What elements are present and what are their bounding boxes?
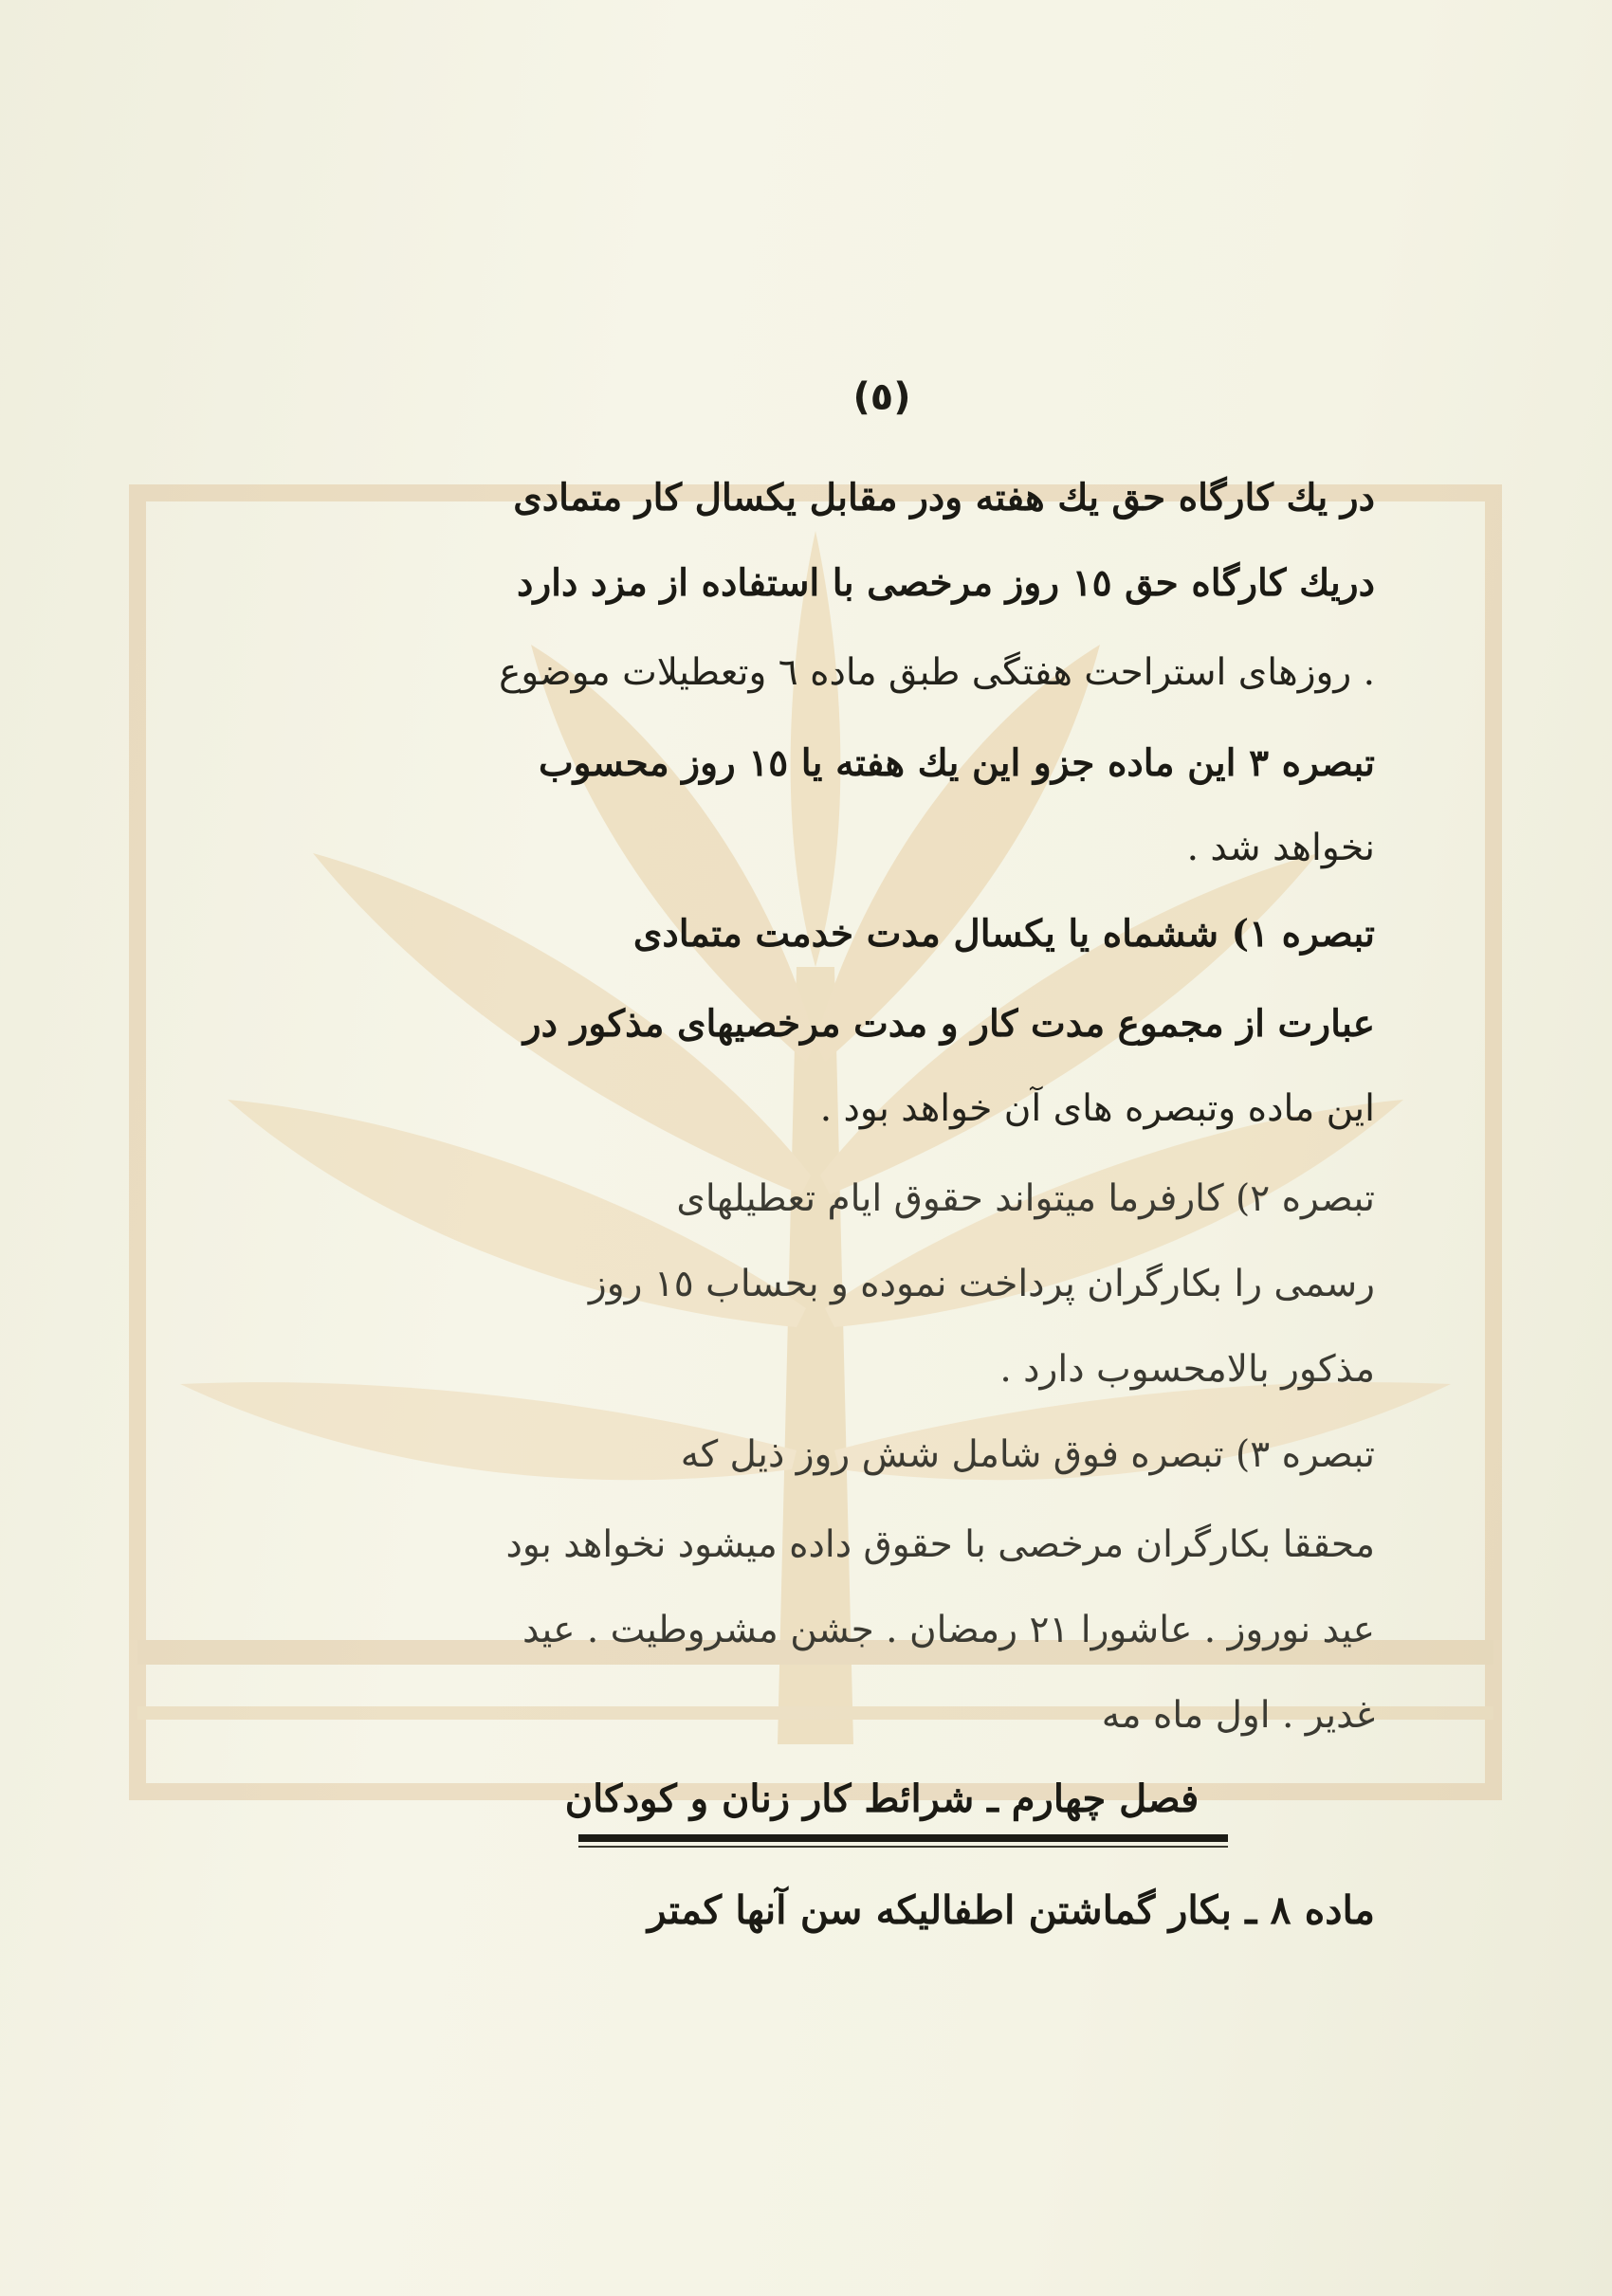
body-line-1: در یك كارگاه حق یك هفته ودر مقابل یكسال كار متمادی [513,476,1375,519]
chapter-heading: فصل چهارم ـ شرائط كار زنان و كودكان [564,1777,1200,1821]
body-line-15: غدیر . اول ماه مه [1101,1694,1375,1737]
body-line-3: . روزهای استراحت هفتگی طبق ماده ٦ وتعطیلات موضوع [499,651,1375,694]
article-8-line: ماده ٨ ـ بكار گماشتن اطفالیكه سن آنها كمتر [647,1887,1375,1933]
body-line-5: نخواهد شد . [1186,827,1375,869]
heading-rule-thin [578,1846,1228,1848]
body-line-6: تبصره ١) ششماه یا یكسال مدت خدمت متمادی [632,912,1375,956]
body-line-14: عید نوروز . عاشورا ٢١ رمضان . جشن مشروطیت . عید [522,1609,1375,1651]
page-number: (٥) [852,375,911,419]
body-line-11: مذكور بالامحسوب دارد . [999,1348,1375,1391]
body-line-7: عبارت از مجموع مدت كار و مدت مرخصیهای مذكور در [522,1002,1375,1046]
body-line-13: محققا بكارگران مرخصی با حقوق داده میشود نخواهد بود [505,1523,1375,1566]
heading-rule-thick [578,1834,1228,1842]
body-line-8: این ماده وتبصره های آن خواهد بود . [819,1087,1375,1130]
body-line-9: تبصره ٢) كارفرما میتواند حقوق ایام تعطیلهای [676,1177,1375,1220]
body-line-4: تبصره ٣ این ماده جزو این یك هفته یا ١٥ روز محسوب [538,741,1375,785]
body-line-12: تبصره ٣) تبصره فوق شامل شش روز ذیل كه [680,1433,1375,1476]
body-line-2: دریك كارگاه حق ١٥ روز مرخصی با استفاده از مزد دارد [516,561,1375,605]
body-line-10: رسمی را بكارگران پرداخت نموده و بحساب ١٥ روز [588,1263,1375,1305]
